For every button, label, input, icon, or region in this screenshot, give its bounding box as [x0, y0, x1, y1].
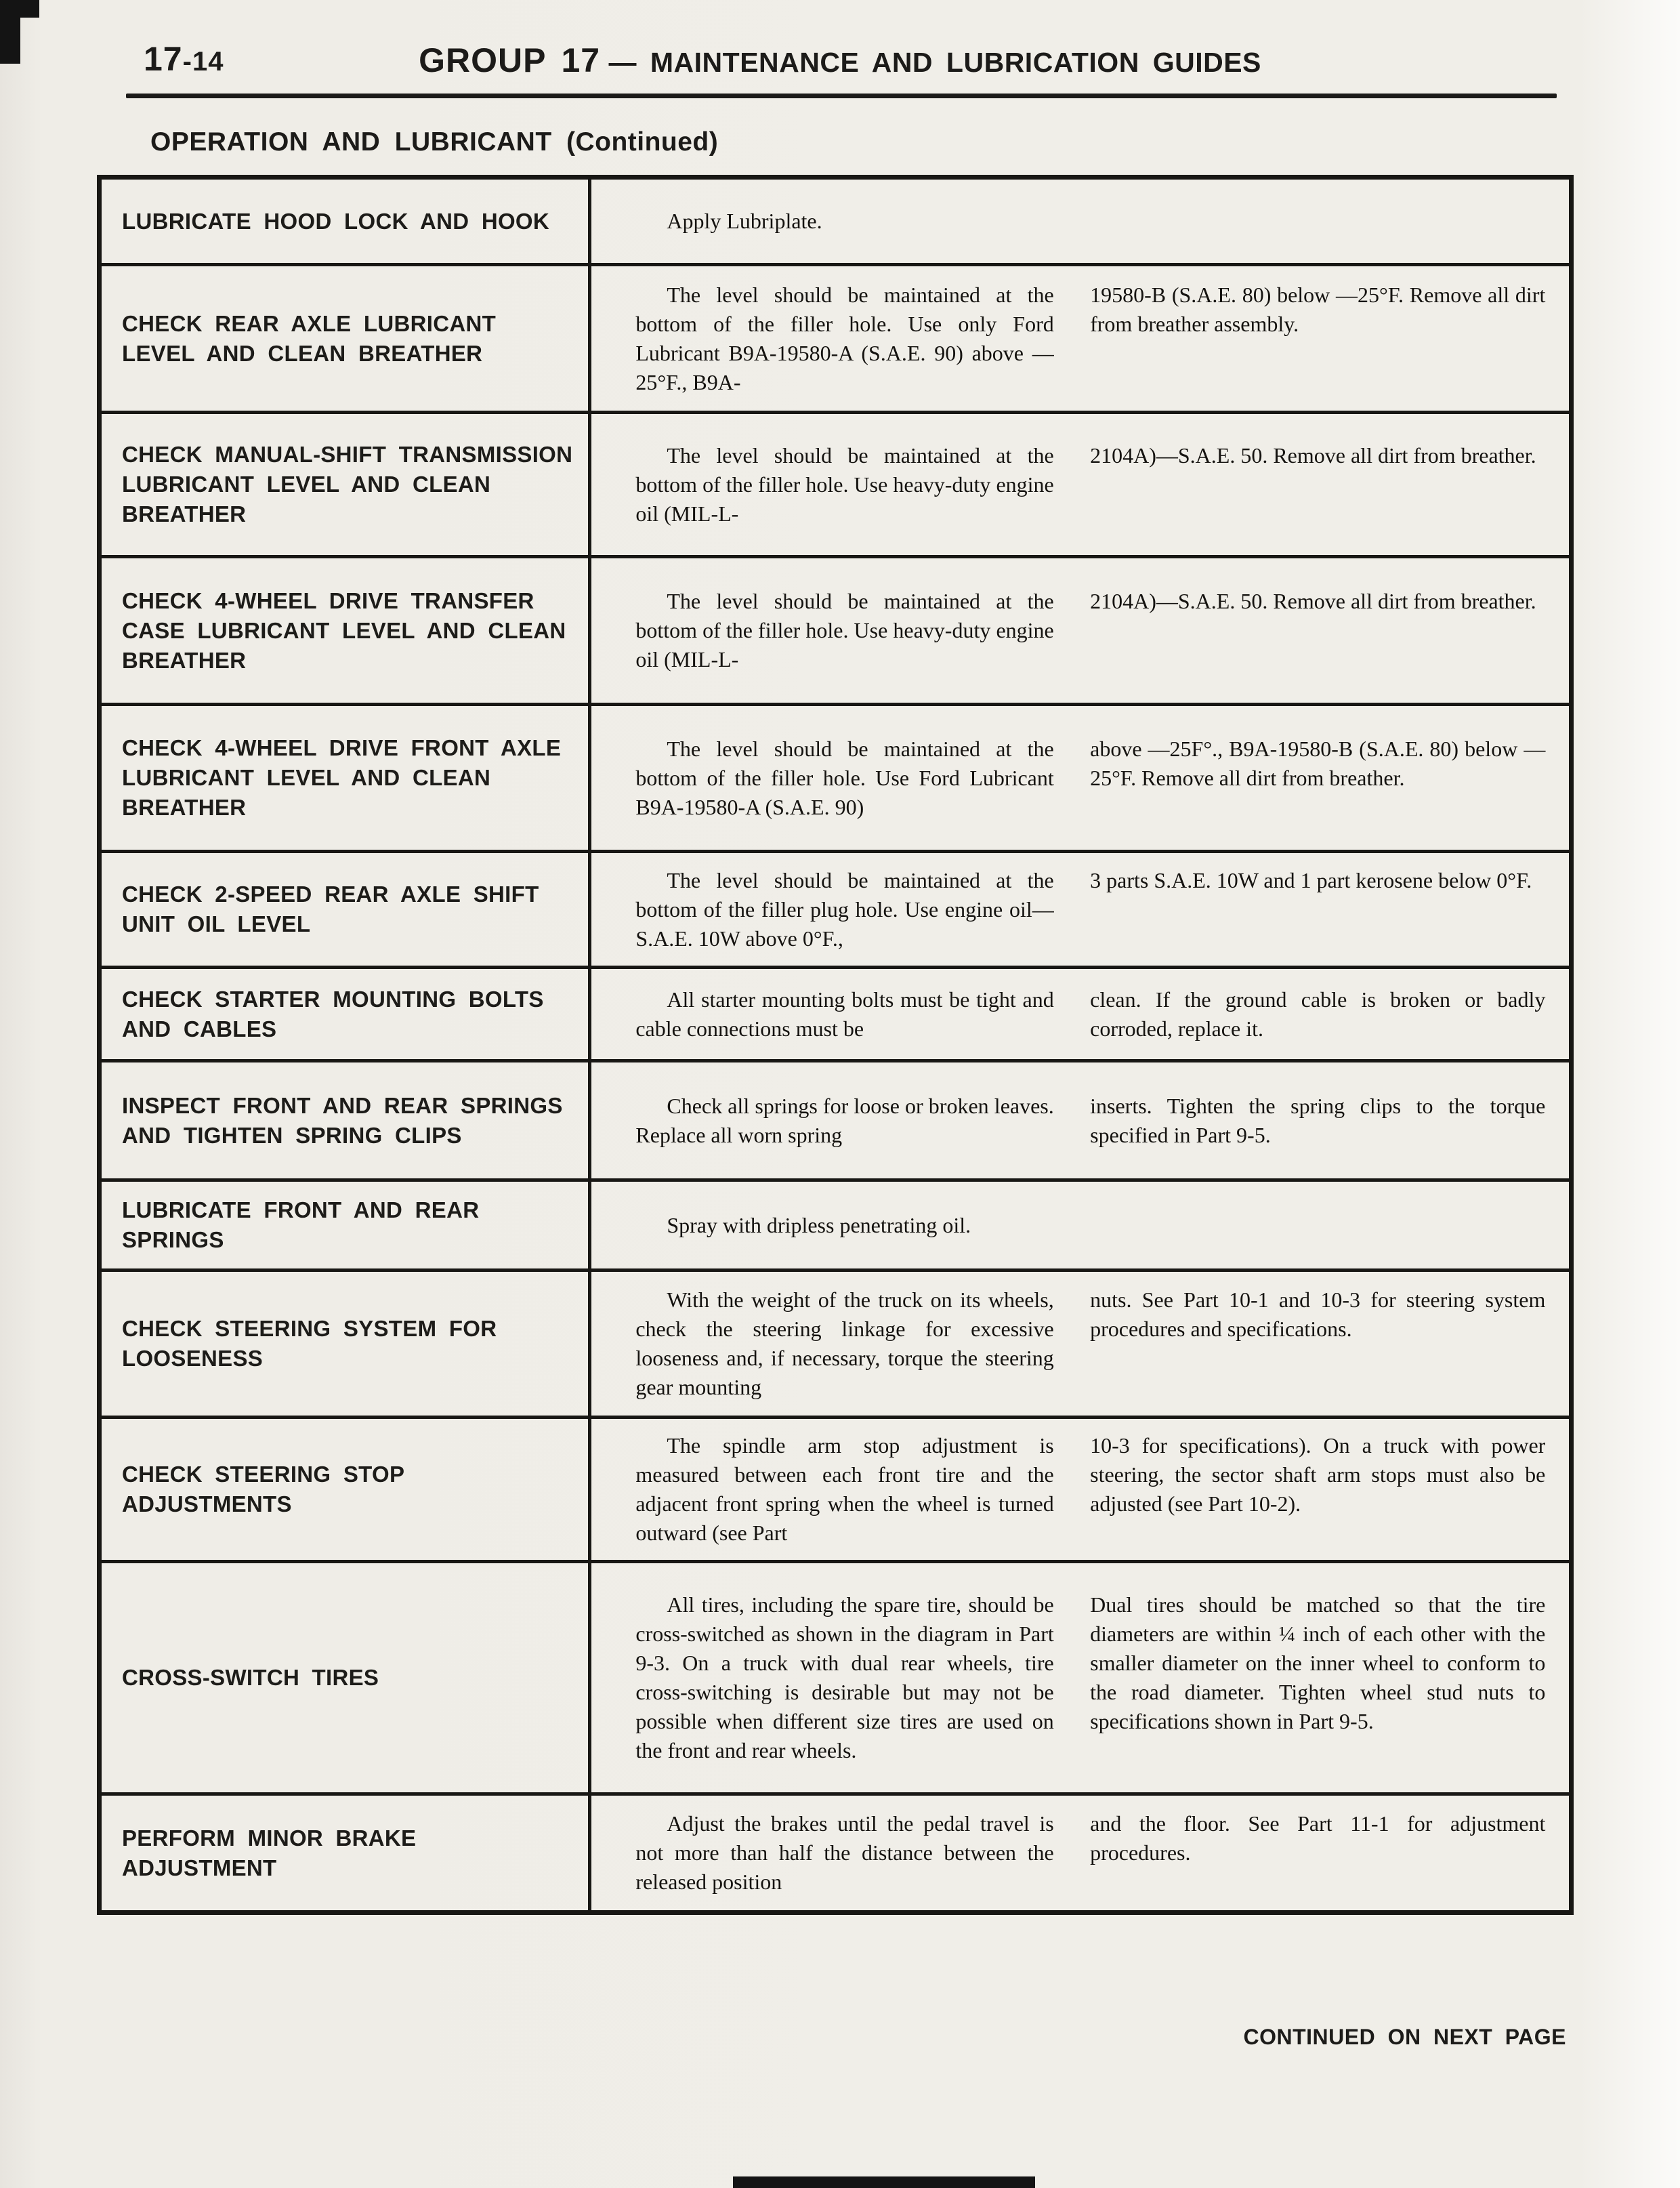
instruction-text-continuation: Dual tires should be matched so that the tire diameters are within ¼ inch of each other with the smaller diameter on the inner wheel to conform to the road diameter. Tighten wheel stud nuts to specifications shown in Part 9-5.: [1090, 1592, 1546, 1733]
instruction-text-primary: Adjust the brakes until the pedal travel is not more than half the distance between the released position: [635, 1811, 1054, 1894]
table-row: [102, 969, 1569, 1062]
instruction-cell: [591, 180, 1569, 263]
operation-cell: [102, 1182, 591, 1268]
instruction-cell: [591, 706, 1569, 850]
operation-label: PERFORM MINOR BRAKE ADJUSTMENT: [122, 1825, 417, 1880]
instruction-text-continuation: nuts. See Part 10-1 and 10-3 for steering system procedures and specifications.: [1090, 1287, 1546, 1341]
page-header: [0, 35, 1680, 83]
instruction-text-primary: Apply Lubriplate.: [667, 209, 822, 233]
page-number-minor: -14: [182, 47, 224, 77]
instruction-cell: [591, 1182, 1569, 1268]
scan-artifact-top-left-2: [0, 0, 20, 64]
instruction-text-primary: All tires, including the spare tire, should be cross-switched as shown in the diagram in Part 9-3. On a truck with dual rear wheels, tire cross-switching is desirable but may not be possible when different size tires are used on the front and rear wheels.: [635, 1592, 1054, 1762]
instruction-text-continuation: 2104A)—S.A.E. 50. Remove all dirt from breather.: [1090, 589, 1536, 613]
instruction-text-primary: The level should be maintained at the bottom of the filler hole. Use heavy-duty engine oil (MIL-L-: [635, 589, 1054, 672]
instruction-text-continuation: and the floor. See Part 11-1 for adjustment procedures.: [1090, 1811, 1546, 1865]
group-title: [0, 41, 1680, 80]
operation-label: LUBRICATE FRONT AND REAR SPRINGS: [122, 1197, 480, 1252]
instruction-text-continuation: 19580-B (S.A.E. 80) below —25°F. Remove all dirt from breather assembly.: [1090, 282, 1546, 336]
operation-label: LUBRICATE HOOD LOCK AND HOOK: [122, 208, 550, 234]
instruction-text-primary: All starter mounting bolts must be tight and cable connections must be: [635, 987, 1054, 1041]
instruction-text-primary: The level should be maintained at the bottom of the filler hole. Use Ford Lubricant B9A-19580-A (S.A.E. 90): [635, 736, 1054, 819]
operation-label: CHECK 2-SPEED REAR AXLE SHIFT UNIT OIL LEVEL: [122, 882, 539, 936]
table-row: [102, 1182, 1569, 1272]
operation-cell: [102, 414, 591, 555]
instruction-cell: [591, 414, 1569, 555]
operation-cell: [102, 853, 591, 966]
header-rule: [126, 94, 1557, 98]
instruction-text-primary: The level should be maintained at the bottom of the filler plug hole. Use engine oil—S.A.E. 10W above 0°F.,: [635, 867, 1054, 951]
operation-cell: [102, 969, 591, 1059]
scan-artifact-bottom: [733, 2176, 1035, 2188]
instruction-cell: [591, 969, 1569, 1059]
table-row: [102, 1272, 1569, 1419]
table-row: [102, 266, 1569, 414]
instruction-text-continuation: 3 parts S.A.E. 10W and 1 part kerosene below 0°F.: [1090, 867, 1532, 892]
operation-label: CHECK STARTER MOUNTING BOLTS AND CABLES: [122, 986, 544, 1041]
instruction-cell: [591, 1062, 1569, 1178]
instruction-cell: [591, 1419, 1569, 1560]
operation-label: CHECK 4-WHEEL DRIVE FRONT AXLE LUBRICANT LEVEL AND CLEAN BREATHER: [122, 735, 562, 820]
instruction-cell: [591, 266, 1569, 411]
operation-label: CHECK REAR AXLE LUBRICANT LEVEL AND CLEAN BREATHER: [122, 310, 497, 366]
instruction-text-continuation: 2104A)—S.A.E. 50. Remove all dirt from breather.: [1090, 442, 1536, 468]
operation-label: CHECK MANUAL-SHIFT TRANSMISSION LUBRICANT LEVEL AND CLEAN BREATHER: [122, 442, 573, 527]
table-row: [102, 706, 1569, 853]
instruction-text-primary: Spray with dripless penetrating oil.: [667, 1212, 971, 1237]
section-heading: OPERATION AND LUBRICANT (Continued): [150, 127, 719, 157]
group-title-number: GROUP 17: [419, 41, 601, 79]
instruction-text-continuation: inserts. Tighten the spring clips to the torque specified in Part 9-5.: [1090, 1093, 1546, 1147]
instruction-text-continuation: 10-3 for specifications). On a truck with power steering, the sector shaft arm stops must also be adjusted (see Part 10-2).: [1090, 1433, 1546, 1516]
table-row: [102, 414, 1569, 558]
operation-cell: [102, 1062, 591, 1178]
operation-cell: [102, 1796, 591, 1910]
instruction-text-continuation: above —25F°., B9A-19580-B (S.A.E. 80) below —25°F. Remove all dirt from breather.: [1090, 736, 1546, 790]
operation-cell: [102, 1272, 591, 1416]
operation-cell: [102, 706, 591, 850]
page-number-major: 17: [144, 40, 183, 78]
instruction-text-primary: With the weight of the truck on its wheels, check the steering linkage for excessive looseness and, if necessary, torque the steering gear mounting: [635, 1287, 1054, 1399]
maintenance-table: [97, 175, 1574, 1915]
instruction-text-primary: Check all springs for loose or broken leaves. Replace all worn spring: [635, 1093, 1054, 1147]
instruction-cell: [591, 1796, 1569, 1910]
instruction-cell: [591, 1563, 1569, 1792]
operation-label: CHECK 4-WHEEL DRIVE TRANSFER CASE LUBRICANT LEVEL AND CLEAN BREATHER: [122, 587, 566, 673]
operation-cell: [102, 1563, 591, 1792]
group-title-text: — MAINTENANCE AND LUBRICATION GUIDES: [608, 47, 1261, 78]
operation-cell: [102, 266, 591, 411]
instruction-text-primary: The level should be maintained at the bottom of the filler hole. Use heavy-duty engine oil (MIL-L-: [635, 442, 1054, 526]
table-row: [102, 853, 1569, 969]
instruction-text-continuation: clean. If the ground cable is broken or badly corroded, replace it.: [1090, 987, 1546, 1041]
footer-note: CONTINUED ON NEXT PAGE: [1243, 2025, 1566, 2049]
table-row: [102, 1419, 1569, 1563]
instruction-text-primary: The spindle arm stop adjustment is measured between each front tire and the adjacent front spring when the wheel is turned outward (see Part: [635, 1433, 1054, 1545]
operation-label: CROSS-SWITCH TIRES: [122, 1665, 379, 1690]
instruction-cell: [591, 558, 1569, 703]
instruction-cell: [591, 1272, 1569, 1416]
table-row: [102, 558, 1569, 706]
table-row: [102, 1563, 1569, 1796]
operation-label: INSPECT FRONT AND REAR SPRINGS AND TIGHTEN SPRING CLIPS: [122, 1092, 563, 1148]
operation-cell: [102, 1419, 591, 1560]
table-row: [102, 1796, 1569, 1910]
instruction-cell: [591, 853, 1569, 966]
operation-cell: [102, 180, 591, 263]
table-row: [102, 180, 1569, 266]
operation-cell: [102, 558, 591, 703]
instruction-text-primary: The level should be maintained at the bottom of the filler hole. Use only Ford Lubricant B9A-19580-A (S.A.E. 90) above —25°F., B9A-: [635, 282, 1054, 394]
operation-label: CHECK STEERING STOP ADJUSTMENTS: [122, 1462, 404, 1516]
operation-label: CHECK STEERING SYSTEM FOR LOOSENESS: [122, 1316, 497, 1371]
table-row: [102, 1062, 1569, 1182]
